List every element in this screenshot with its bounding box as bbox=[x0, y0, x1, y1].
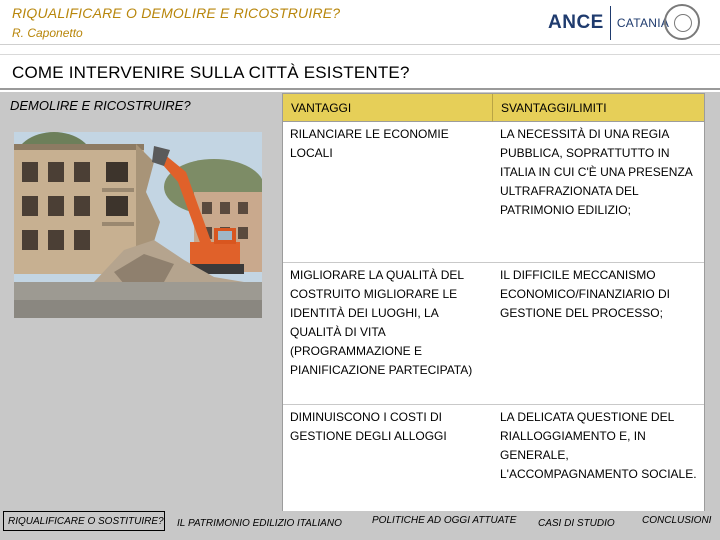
table-row bbox=[283, 405, 704, 511]
header-vantaggi: VANTAGGI bbox=[283, 94, 493, 122]
header-divider bbox=[0, 44, 720, 45]
nav-casi-button[interactable]: CASI DI STUDIO bbox=[534, 514, 630, 534]
demolition-photo bbox=[14, 132, 262, 318]
nav-patrimonio-button[interactable]: IL PATRIMONIO EDILIZIO ITALIANO bbox=[173, 514, 363, 534]
nav-riqualificare-button[interactable]: RIQUALIFICARE O SOSTITUIRE? bbox=[3, 511, 165, 531]
demolition-photo-drawing bbox=[14, 132, 262, 318]
university-seal-icon bbox=[664, 4, 700, 40]
slide-title: RIQUALIFICARE O DEMOLIRE E RICOSTRUIRE? bbox=[12, 5, 341, 21]
slide-author: R. Caponetto bbox=[12, 26, 83, 40]
pro-cell: RILANCIARE LE ECONOMIE LOCALI bbox=[290, 127, 449, 160]
table-row bbox=[283, 263, 704, 405]
logo-divider bbox=[610, 6, 611, 40]
header-svantaggi: SVANTAGGI/LIMITI bbox=[493, 94, 704, 122]
table-row bbox=[283, 122, 704, 263]
con-cell: LA NECESSITÀ DI UNA REGIA PUBBLICA, SOPRATTUTTO IN ITALIA IN CUI C'È UNA PRESENZA ULTRAFRAZIONATA DEL PATRIMONIO EDILIZIO; bbox=[500, 127, 693, 217]
content-panel bbox=[0, 92, 720, 540]
content-title: DEMOLIRE E RICOSTRUIRE? bbox=[10, 98, 191, 113]
nav-politiche-button[interactable]: POLITICHE AD OGGI ATTUATE bbox=[368, 511, 528, 531]
con-cell: LA DELICATA QUESTIONE DEL RIALLOGGIAMENTO E, IN GENERALE, L'ACCOMPAGNAMENTO SOCIALE. bbox=[500, 410, 697, 481]
slide-header bbox=[0, 0, 720, 48]
nav-conclusioni-button[interactable]: CONCLUSIONI bbox=[638, 511, 718, 531]
pro-cell: MIGLIORARE LA QUALITÀ DEL COSTRUITO MIGLIORARE LE IDENTITÀ DEI LUOGHI, LA QUALITÀ DI VITA (PROGRAMMAZIONE E PIANIFICAZIONE PARTECIPATA) bbox=[290, 268, 473, 377]
section-title: COME INTERVENIRE SULLA CITTÀ ESISTENTE? bbox=[12, 63, 410, 82]
ance-logo bbox=[548, 4, 669, 42]
logo-brand: ANCE bbox=[548, 12, 604, 33]
pro-cell: DIMINUISCONO I COSTI DI GESTIONE DEGLI ALLOGGI bbox=[290, 410, 447, 443]
section-band bbox=[0, 54, 720, 90]
con-cell: IL DIFFICILE MECCANISMO ECONOMICO/FINANZIARIO DI GESTIONE DEL PROCESSO; bbox=[500, 268, 671, 320]
pros-cons-table bbox=[282, 93, 705, 511]
logo-city: CATANIA bbox=[616, 16, 670, 30]
